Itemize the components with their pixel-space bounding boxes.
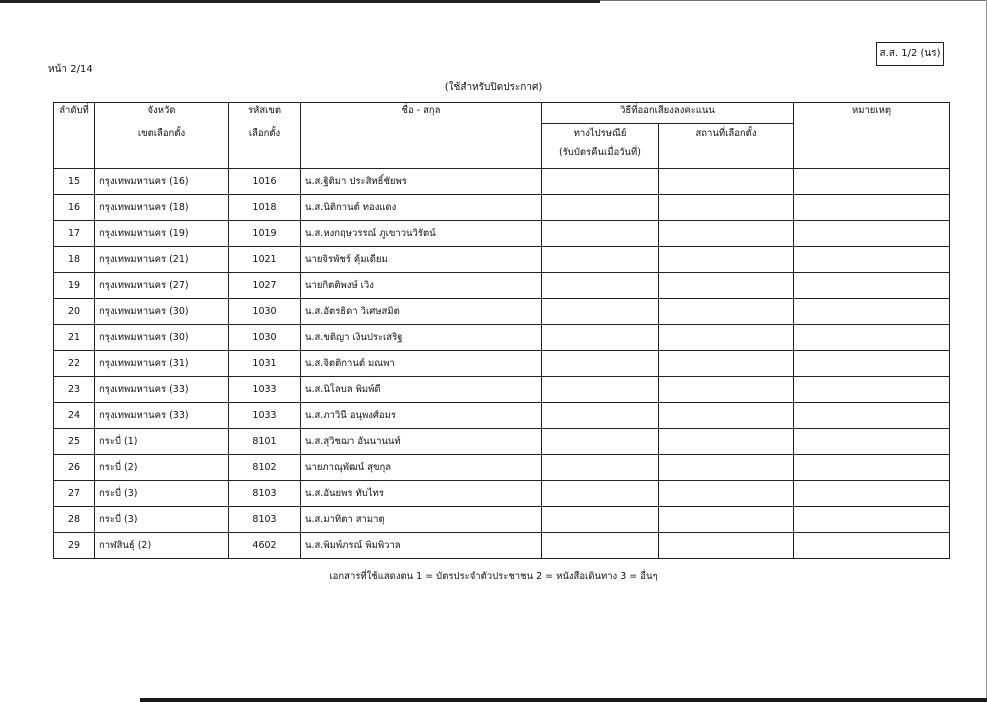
row-name: น.ส.สุวิชฌา อันนานนท์: [301, 429, 542, 455]
row-number: 16: [54, 195, 95, 221]
header-code-line2: เลือกตั้ง: [248, 128, 281, 139]
table-row: [54, 429, 950, 455]
header-province: [95, 103, 229, 169]
table-row: [54, 403, 950, 429]
row-remark: [794, 481, 950, 507]
header-station: สถานที่เลือกตั้ง: [659, 124, 794, 169]
row-remark: [794, 455, 950, 481]
row-number: 15: [54, 169, 95, 195]
row-station: [659, 169, 794, 195]
header-code-line1: รหัสเขต: [247, 105, 282, 116]
scan-edge-top-right: [600, 0, 987, 1]
row-remark: [794, 377, 950, 403]
row-name: น.ส.นิติกานต์ ทองแดง: [301, 195, 542, 221]
row-station: [659, 221, 794, 247]
row-remark: [794, 247, 950, 273]
row-district-code: 1031: [229, 351, 301, 377]
table-row: [54, 377, 950, 403]
header-method: วิธีที่ออกเสียงลงคะแนน: [542, 103, 794, 124]
row-postal: [542, 169, 659, 195]
row-district-code: 1019: [229, 221, 301, 247]
table-row: [54, 507, 950, 533]
row-district-code: 1030: [229, 299, 301, 325]
row-postal: [542, 377, 659, 403]
row-province: กรุงเทพมหานคร (19): [95, 221, 229, 247]
header-remark: หมายเหตุ: [794, 103, 950, 169]
row-number: 20: [54, 299, 95, 325]
row-station: [659, 507, 794, 533]
row-remark: [794, 403, 950, 429]
row-province: กระบี่ (1): [95, 429, 229, 455]
header-code: [229, 103, 301, 169]
row-station: [659, 351, 794, 377]
row-station: [659, 455, 794, 481]
row-province: กรุงเทพมหานคร (30): [95, 325, 229, 351]
row-postal: [542, 403, 659, 429]
row-number: 18: [54, 247, 95, 273]
row-district-code: 1018: [229, 195, 301, 221]
row-postal: [542, 507, 659, 533]
row-district-code: 1033: [229, 403, 301, 429]
table-row: [54, 299, 950, 325]
row-remark: [794, 273, 950, 299]
row-province: กรุงเทพมหานคร (21): [95, 247, 229, 273]
row-number: 21: [54, 325, 95, 351]
document-caption: (ใช้สำหรับปิดประกาศ): [444, 82, 543, 93]
row-station: [659, 403, 794, 429]
table-row: [54, 195, 950, 221]
row-postal: [542, 351, 659, 377]
header-postal-line1: ทางไปรษณีย์: [573, 128, 627, 139]
row-remark: [794, 351, 950, 377]
header-province-line1: จังหวัด: [147, 105, 176, 116]
row-district-code: 8103: [229, 507, 301, 533]
row-province: กรุงเทพมหานคร (27): [95, 273, 229, 299]
row-number: 26: [54, 455, 95, 481]
row-remark: [794, 221, 950, 247]
row-remark: [794, 299, 950, 325]
row-station: [659, 247, 794, 273]
row-station: [659, 195, 794, 221]
row-station: [659, 533, 794, 559]
row-name: นายภาณุพัฒน์ สุขกุล: [301, 455, 542, 481]
row-province: กรุงเทพมหานคร (33): [95, 403, 229, 429]
header-postal: [542, 124, 659, 169]
form-code-badge: ส.ส. 1/2 (นร): [876, 42, 944, 66]
scan-edge-bottom: [140, 698, 987, 702]
row-name: น.ส.ขติญา เงินประเสริฐ: [301, 325, 542, 351]
row-postal: [542, 273, 659, 299]
row-postal: [542, 299, 659, 325]
row-province: กรุงเทพมหานคร (18): [95, 195, 229, 221]
row-station: [659, 299, 794, 325]
table-row: [54, 169, 950, 195]
row-district-code: 1021: [229, 247, 301, 273]
row-number: 24: [54, 403, 95, 429]
row-district-code: 1030: [229, 325, 301, 351]
footer-note: เอกสารที่ใช้แสดงตน 1 = บัตรประจำตัวประชาชน 2 = หนังสือเดินทาง 3 = อื่นๆ: [329, 571, 658, 582]
row-district-code: 1016: [229, 169, 301, 195]
row-remark: [794, 533, 950, 559]
header-province-line2: เขตเลือกตั้ง: [137, 128, 186, 139]
row-district-code: 1027: [229, 273, 301, 299]
row-number: 22: [54, 351, 95, 377]
row-district-code: 8101: [229, 429, 301, 455]
table-row: [54, 325, 950, 351]
row-province: กรุงเทพมหานคร (16): [95, 169, 229, 195]
row-province: กระบี่ (3): [95, 507, 229, 533]
row-district-code: 8103: [229, 481, 301, 507]
row-number: 27: [54, 481, 95, 507]
header-postal-line2: (รับบัตรคืนเมื่อวันที่): [558, 147, 641, 158]
row-name: น.ส.นิโลบล พิมพ์ดี: [301, 377, 542, 403]
scan-edge-top: [0, 0, 600, 3]
row-postal: [542, 481, 659, 507]
row-province: กระบี่ (3): [95, 481, 229, 507]
row-district-code: 8102: [229, 455, 301, 481]
row-name: น.ส.หงกฤษวรรณ์ ภูเขาวนวิรัตน์: [301, 221, 542, 247]
table-row: [54, 455, 950, 481]
row-station: [659, 325, 794, 351]
table-row: [54, 351, 950, 377]
row-station: [659, 429, 794, 455]
row-postal: [542, 247, 659, 273]
row-remark: [794, 429, 950, 455]
row-postal: [542, 325, 659, 351]
table-row: [54, 481, 950, 507]
row-postal: [542, 429, 659, 455]
row-postal: [542, 533, 659, 559]
row-number: 28: [54, 507, 95, 533]
row-name: นายจิรพัชร์ คุ้มเดียม: [301, 247, 542, 273]
row-station: [659, 377, 794, 403]
row-number: 25: [54, 429, 95, 455]
row-name: น.ส.อันยพร ทับไทร: [301, 481, 542, 507]
table-row: [54, 533, 950, 559]
row-remark: [794, 325, 950, 351]
row-province: กรุงเทพมหานคร (30): [95, 299, 229, 325]
table-row: [54, 221, 950, 247]
row-name: น.ส.จิตติกานต์ มณพา: [301, 351, 542, 377]
row-name: น.ส.ฐิติมา ประสิทธิ์ชัยพร: [301, 169, 542, 195]
row-station: [659, 481, 794, 507]
row-postal: [542, 195, 659, 221]
table-row: [54, 273, 950, 299]
row-number: 29: [54, 533, 95, 559]
row-name: น.ส.มาทิตา สามาตุ: [301, 507, 542, 533]
row-province: กระบี่ (2): [95, 455, 229, 481]
row-remark: [794, 169, 950, 195]
row-number: 23: [54, 377, 95, 403]
row-postal: [542, 221, 659, 247]
row-name: น.ส.ภาวินี อนุพงศ์อมร: [301, 403, 542, 429]
row-station: [659, 273, 794, 299]
row-name: น.ส.พิมพ์ภรณ์ พิมพิวาล: [301, 533, 542, 559]
header-order: ลำดับที่: [54, 103, 95, 169]
page-number: หน้า 2/14: [48, 64, 93, 75]
row-name: นายกิตติพงษ์ เวิง: [301, 273, 542, 299]
row-postal: [542, 455, 659, 481]
table-row: [54, 247, 950, 273]
row-remark: [794, 195, 950, 221]
header-name: ชื่อ - สกุล: [301, 103, 542, 169]
row-province: กรุงเทพมหานคร (31): [95, 351, 229, 377]
row-name: น.ส.อัตรธิดา วิเศษสมิต: [301, 299, 542, 325]
row-number: 19: [54, 273, 95, 299]
row-remark: [794, 507, 950, 533]
row-district-code: 1033: [229, 377, 301, 403]
voter-table: [53, 102, 950, 559]
row-province: กรุงเทพมหานคร (33): [95, 377, 229, 403]
row-province: กาฬสินธุ์ (2): [95, 533, 229, 559]
row-district-code: 4602: [229, 533, 301, 559]
row-number: 17: [54, 221, 95, 247]
